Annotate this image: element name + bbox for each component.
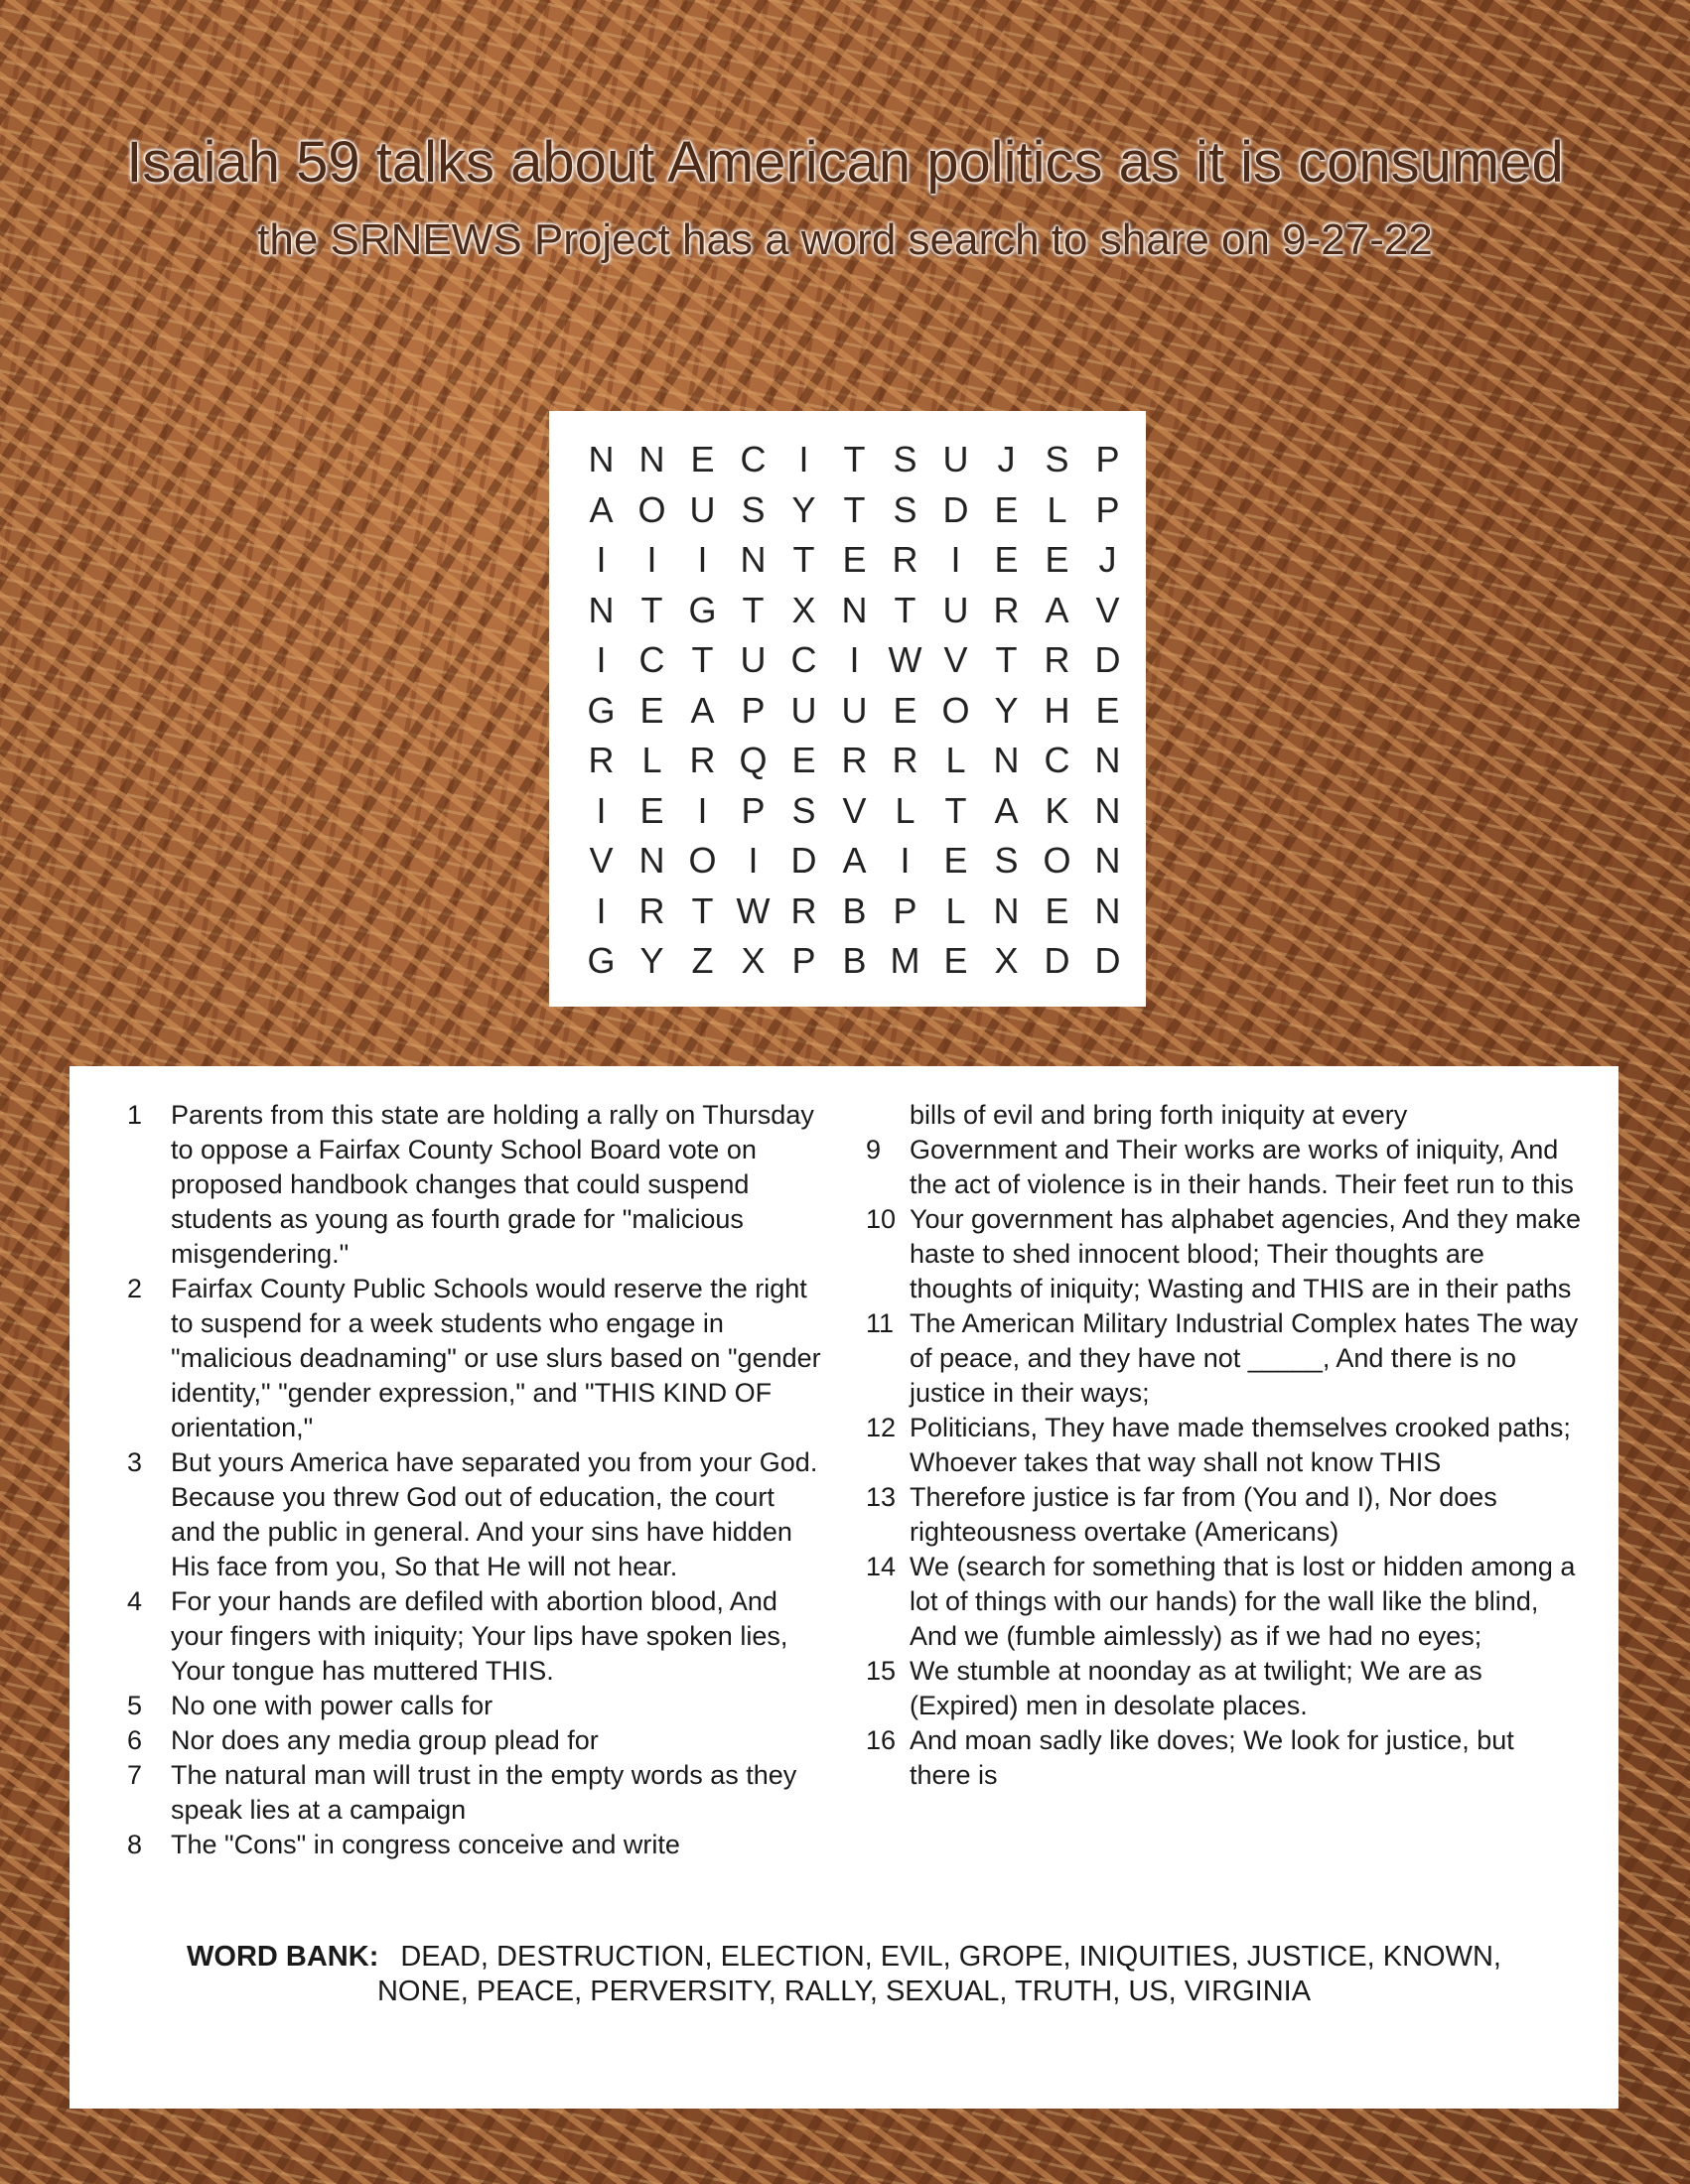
grid-cell: N <box>1094 740 1121 780</box>
clue-number: 6 <box>127 1725 143 1755</box>
grid-cell: Y <box>639 940 664 981</box>
word-bank <box>109 1940 1579 2009</box>
grid-cell: E <box>994 488 1019 530</box>
grid-cell: S <box>1045 439 1069 479</box>
grid-cell: X <box>741 940 766 981</box>
clue-number: 10 <box>866 1204 897 1234</box>
clue-item <box>866 1133 1581 1202</box>
clue-number: 9 <box>866 1135 882 1164</box>
clue-item <box>127 1828 822 1862</box>
grid-cell: V <box>943 639 968 680</box>
word-bank-line-1 <box>109 1940 1579 1975</box>
grid-cell: C <box>790 639 817 680</box>
grid-cell: E <box>943 940 968 981</box>
grid-cell: S <box>893 439 917 479</box>
clue-number: 8 <box>127 1830 143 1859</box>
grid-cell: O <box>688 840 717 881</box>
clue-item <box>127 1445 822 1584</box>
clue-number: 13 <box>866 1482 897 1512</box>
grid-cell: P <box>791 940 816 981</box>
grid-cell: A <box>690 689 715 731</box>
grid-cell: E <box>893 689 917 731</box>
clue-text: We stumble at noonday as at twilight; We are as (Expired) men in desolate places. <box>910 1656 1482 1720</box>
grid-cell: L <box>895 789 915 831</box>
grid-cell: I <box>646 539 657 580</box>
clue-item <box>127 1098 822 1272</box>
grid-cell: B <box>842 940 867 981</box>
clue-item <box>127 1723 822 1758</box>
grid-cell: X <box>994 940 1019 981</box>
page-title: Isaiah 59 talks about American politics as it is consumed <box>126 130 1564 195</box>
clue-text: Fairfax County Public Schools would reserve the right to suspend for a week students who engage in "malicious deadnaming" or use slurs based on "gender identity," "gender expression," and "THIS KIND OF orientation," <box>171 1274 821 1442</box>
grid-cell: E <box>690 439 715 479</box>
grid-cell: R <box>588 740 615 780</box>
clue-item <box>127 1272 822 1445</box>
grid-cell: N <box>993 889 1020 931</box>
clue-item <box>127 1584 822 1689</box>
clue-continuation: bills of evil and bring forth iniquity at every <box>910 1100 1408 1130</box>
grid-cell: T <box>995 639 1018 680</box>
grid-cell: V <box>842 789 867 831</box>
grid-cell: I <box>596 639 607 680</box>
grid-cell: B <box>842 889 867 931</box>
grid-cell: O <box>637 488 666 530</box>
grid-cell: I <box>900 840 911 881</box>
word-search-panel <box>549 411 1146 1007</box>
grid-cell: A <box>842 840 867 881</box>
grid-cell: I <box>596 789 607 831</box>
clues-column-left <box>127 1098 822 1862</box>
grid-cell: J <box>997 439 1016 479</box>
clue-number: 3 <box>127 1447 143 1477</box>
grid-cell: A <box>994 789 1019 831</box>
clue-number: 12 <box>866 1413 897 1442</box>
grid-cell: I <box>950 539 961 580</box>
grid-cell: H <box>1044 689 1070 731</box>
grid-cell: C <box>1044 740 1070 780</box>
grid-cell: T <box>691 889 714 931</box>
grid-cell: C <box>638 639 665 680</box>
grid-cell: R <box>892 740 918 780</box>
grid-cell: E <box>1045 889 1069 931</box>
clue-number: 2 <box>127 1274 143 1303</box>
grid-cell: I <box>697 789 708 831</box>
clue-item <box>127 1758 822 1828</box>
clue-number: 4 <box>127 1586 143 1616</box>
grid-cell: D <box>790 840 817 881</box>
grid-cell: E <box>1095 689 1120 731</box>
grid-cell: S <box>791 789 816 831</box>
header <box>99 127 1591 268</box>
clue-text: The natural man will trust in the empty words as they speak lies at a campaign <box>171 1760 797 1825</box>
grid-cell: R <box>689 740 716 780</box>
grid-cell: N <box>1094 889 1121 931</box>
grid-cell: C <box>740 439 767 479</box>
clue-number: 7 <box>127 1760 143 1790</box>
grid-cell: W <box>736 889 771 931</box>
grid-cell: W <box>888 639 922 680</box>
grid-cell: L <box>1047 488 1067 530</box>
grid-cell: V <box>1095 589 1120 630</box>
clue-text: Nor does any media group plead for <box>171 1725 599 1755</box>
grid-cell: O <box>1043 840 1071 881</box>
grid-cell: U <box>790 689 817 731</box>
grid-cell: T <box>944 789 967 831</box>
grid-cell: D <box>1094 940 1121 981</box>
grid-cell: U <box>740 639 767 680</box>
grid-cell: G <box>587 689 616 731</box>
grid-cell: U <box>942 439 969 479</box>
grid-cell: J <box>1098 539 1117 580</box>
grid-cell: E <box>639 789 664 831</box>
grid-cell: I <box>849 639 860 680</box>
grid-cell: D <box>1044 940 1070 981</box>
clue-text: The American Military Industrial Complex hates The way of peace, and they have not _____, And there is no justice in their ways; <box>910 1308 1579 1408</box>
grid-cell: P <box>741 689 766 731</box>
grid-cell: G <box>688 589 717 630</box>
grid-cell: T <box>843 439 866 479</box>
clue-item <box>866 1480 1581 1550</box>
clue-text: For your hands are defiled with abortion blood, And your fingers with iniquity; Your lips have spoken lies, Your tongue has muttered THIS. <box>171 1586 788 1686</box>
grid-cell: T <box>691 639 714 680</box>
grid-cell: G <box>587 940 616 981</box>
grid-cell: Y <box>994 689 1019 731</box>
grid-cell: T <box>640 589 663 630</box>
grid-cell: X <box>791 589 816 630</box>
grid-cell: L <box>641 740 662 780</box>
grid-cell: D <box>942 488 969 530</box>
clue-number: 15 <box>866 1656 897 1686</box>
grid-cell: V <box>589 840 614 881</box>
grid-cell: R <box>993 589 1020 630</box>
grid-cell: A <box>1045 589 1069 630</box>
grid-cell: S <box>994 840 1019 881</box>
grid-cell: N <box>588 589 615 630</box>
grid-cell: A <box>589 488 614 530</box>
grid-cell: U <box>841 689 868 731</box>
clues-column-right <box>866 1098 1581 1793</box>
grid-cell: N <box>841 589 868 630</box>
grid-cell: N <box>1094 840 1121 881</box>
grid-cell: T <box>792 539 815 580</box>
page-subtitle: the SRNEWS Project has a word search to share on 9-27-22 <box>257 215 1433 264</box>
clue-text: We (search for something that is lost or hidden among a lot of things with our hands) for the wall like the blind, And we (fumble aimlessly) as if we had no eyes; <box>910 1552 1576 1651</box>
grid-cell: E <box>842 539 867 580</box>
grid-cell: I <box>748 840 759 881</box>
clue-item <box>866 1654 1581 1723</box>
grid-cell: R <box>638 889 665 931</box>
grid-cell: N <box>638 840 665 881</box>
clue-text: No one with power calls for <box>171 1691 493 1720</box>
clue-text: And moan sadly like doves; We look for justice, but there is <box>910 1725 1514 1790</box>
clues-panel <box>70 1066 1619 2109</box>
grid-cell: P <box>741 789 766 831</box>
grid-cell: N <box>588 439 615 479</box>
clue-item <box>866 1411 1581 1480</box>
clue-item <box>866 1723 1581 1793</box>
clue-text: Government and Their works are works of iniquity, And the act of violence is in their hands. Their feet run to this <box>910 1135 1574 1199</box>
grid-cell: E <box>943 840 968 881</box>
grid-cell: S <box>893 488 917 530</box>
word-bank-label: WORD BANK: <box>187 1941 379 1973</box>
word-bank-words-1: DEAD, DESTRUCTION, ELECTION, EVIL, GROPE, INIQUITIES, JUSTICE, KNOWN, <box>400 1941 1501 1973</box>
grid-cell: Y <box>791 488 816 530</box>
clue-item <box>866 1306 1581 1411</box>
grid-cell: E <box>994 539 1019 580</box>
grid-cell: R <box>841 740 868 780</box>
clue-text: But yours America have separated you from your God. Because you threw God out of education, the court and the public in general. And your sins have hidden His face from you, So that He will not hear. <box>171 1447 818 1581</box>
clue-text: Your government has alphabet agencies, And they make haste to shed innocent blood; Their thoughts are thoughts of iniquity; Wasting and THIS are in their paths <box>910 1204 1581 1303</box>
grid-cell: U <box>942 589 969 630</box>
grid-cell: E <box>791 740 816 780</box>
grid-cell: N <box>740 539 767 580</box>
grid-cell: I <box>798 439 809 479</box>
grid-cell: O <box>941 689 970 731</box>
grid-cell: S <box>741 488 766 530</box>
clue-item <box>866 1550 1581 1654</box>
clue-number: 16 <box>866 1725 897 1755</box>
grid-cell: R <box>790 889 817 931</box>
grid-cell: E <box>1045 539 1069 580</box>
clue-text: Therefore justice is far from (You and I), Nor does righteousness overtake (Americans) <box>910 1482 1497 1547</box>
grid-cell: P <box>1095 488 1120 530</box>
word-bank-line-2: NONE, PEACE, PERVERSITY, RALLY, SEXUAL, TRUTH, US, VIRGINIA <box>376 1976 1312 2007</box>
grid-cell: R <box>892 539 918 580</box>
grid-cell: P <box>893 889 917 931</box>
clues-right-list <box>866 1133 1581 1793</box>
grid-cell: T <box>843 488 866 530</box>
grid-cell: U <box>689 488 716 530</box>
grid-cell: N <box>993 740 1020 780</box>
clue-item <box>127 1689 822 1723</box>
grid-cell: T <box>894 589 916 630</box>
grid-cell: R <box>1044 639 1070 680</box>
clue-number: 14 <box>866 1552 897 1581</box>
clue-number: 1 <box>127 1100 143 1130</box>
grid-cell: N <box>1094 789 1121 831</box>
grid-cell: D <box>1094 639 1121 680</box>
grid-cell: M <box>890 940 920 981</box>
grid-cell: I <box>596 889 607 931</box>
grid-cell: Q <box>739 740 768 780</box>
grid-cell: I <box>596 539 607 580</box>
clue-text: The "Cons" in congress conceive and write <box>171 1830 680 1859</box>
clue-number: 5 <box>127 1691 143 1720</box>
clue-number: 11 <box>866 1308 895 1338</box>
grid-cell: L <box>945 889 966 931</box>
grid-cell: I <box>697 539 708 580</box>
grid-cell: T <box>742 589 765 630</box>
clue-item <box>866 1202 1581 1306</box>
clue-text: Parents from this state are holding a rally on Thursday to oppose a Fairfax County School Board vote on proposed handbook changes that could suspend students as young as fourth grade for "malicious misgendering." <box>171 1100 814 1269</box>
word-search-grid <box>576 435 1133 987</box>
grid-cell: N <box>638 439 665 479</box>
grid-cell: P <box>1095 439 1120 479</box>
grid-cell: E <box>639 689 664 731</box>
grid-cell: Z <box>691 940 714 981</box>
grid-cell: K <box>1045 789 1069 831</box>
grid-cell: L <box>945 740 966 780</box>
clue-text: Politicians, They have made themselves crooked paths; Whoever takes that way shall not know THIS <box>910 1413 1571 1477</box>
